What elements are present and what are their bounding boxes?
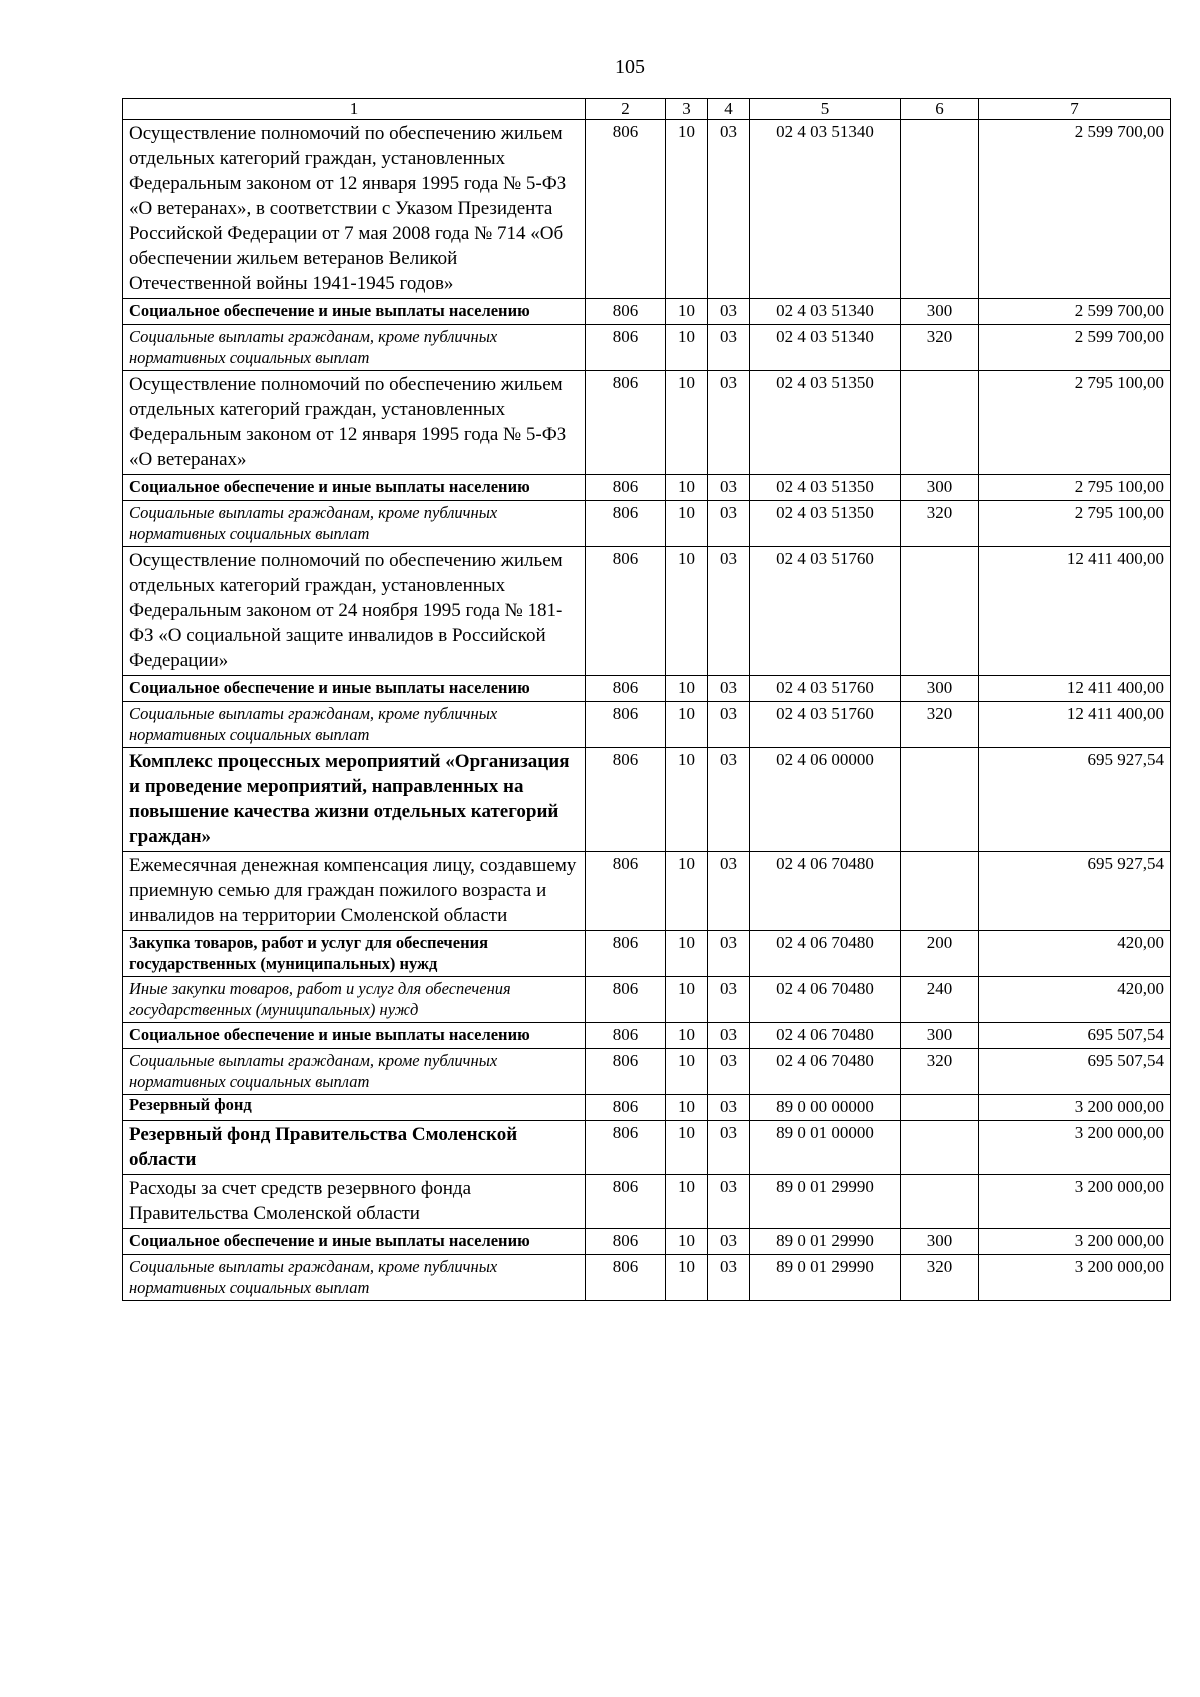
column-header-3: 3	[666, 99, 708, 120]
row-section: 10	[666, 931, 708, 977]
row-admin-code: 806	[586, 676, 666, 702]
column-header-1: 1	[123, 99, 586, 120]
row-subsection: 03	[708, 931, 750, 977]
row-expense-type: 300	[901, 1229, 979, 1255]
row-name: Социальные выплаты гражданам, кроме публичных нормативных социальных выплат	[123, 1049, 586, 1095]
row-admin-code: 806	[586, 748, 666, 852]
row-amount: 2 599 700,00	[979, 325, 1171, 371]
row-subsection: 03	[708, 1121, 750, 1175]
row-name: Социальное обеспечение и иные выплаты населению	[123, 1023, 586, 1049]
row-expense-type	[901, 1121, 979, 1175]
table-row	[123, 547, 1171, 676]
row-target-article: 02 4 06 70480	[750, 1049, 901, 1095]
row-expense-type: 320	[901, 1049, 979, 1095]
row-name: Комплекс процессных мероприятий «Организация и проведение мероприятий, направленных на повышение качества жизни отдельных категорий граждан»	[123, 748, 586, 852]
table-row	[123, 852, 1171, 931]
row-subsection: 03	[708, 702, 750, 748]
row-section: 10	[666, 702, 708, 748]
row-target-article: 02 4 03 51340	[750, 299, 901, 325]
row-name: Ежемесячная денежная компенсация лицу, создавшему приемную семью для граждан пожилого возраста и инвалидов на территории Смоленской области	[123, 852, 586, 931]
row-subsection: 03	[708, 1229, 750, 1255]
row-section: 10	[666, 748, 708, 852]
row-section: 10	[666, 120, 708, 299]
row-section: 10	[666, 676, 708, 702]
table-body	[123, 120, 1171, 1301]
row-admin-code: 806	[586, 1175, 666, 1229]
row-amount: 695 507,54	[979, 1023, 1171, 1049]
table-row	[123, 475, 1171, 501]
row-name: Осуществление полномочий по обеспечению жильем отдельных категорий граждан, установленных Федеральным законом от 12 января 1995 года № 5-ФЗ «О ветеранах», в соответствии с Указом Президента Российской Федерации от 7 мая 2008 года № 714 «Об обеспечении жильем ветеранов Великой Отечественной войны 1941-1945 годов»	[123, 120, 586, 299]
row-subsection: 03	[708, 852, 750, 931]
table-row	[123, 501, 1171, 547]
row-subsection: 03	[708, 1255, 750, 1301]
row-target-article: 02 4 03 51760	[750, 676, 901, 702]
table-row	[123, 371, 1171, 475]
row-name: Иные закупки товаров, работ и услуг для обеспечения государственных (муниципальных) нужд	[123, 977, 586, 1023]
row-expense-type: 320	[901, 325, 979, 371]
row-expense-type: 320	[901, 702, 979, 748]
row-expense-type: 300	[901, 475, 979, 501]
table-row	[123, 1229, 1171, 1255]
row-subsection: 03	[708, 501, 750, 547]
row-expense-type	[901, 120, 979, 299]
budget-table	[122, 98, 1171, 1301]
row-name: Социальное обеспечение и иные выплаты населению	[123, 676, 586, 702]
row-admin-code: 806	[586, 501, 666, 547]
row-subsection: 03	[708, 1175, 750, 1229]
row-expense-type	[901, 1175, 979, 1229]
row-amount: 12 411 400,00	[979, 547, 1171, 676]
row-subsection: 03	[708, 547, 750, 676]
page-number: 105	[615, 56, 645, 78]
row-target-article: 02 4 03 51350	[750, 475, 901, 501]
table-row	[123, 1095, 1171, 1121]
column-header-7: 7	[979, 99, 1171, 120]
row-subsection: 03	[708, 475, 750, 501]
row-target-article: 02 4 06 70480	[750, 1023, 901, 1049]
row-admin-code: 806	[586, 1229, 666, 1255]
row-admin-code: 806	[586, 1121, 666, 1175]
row-name: Социальные выплаты гражданам, кроме публичных нормативных социальных выплат	[123, 702, 586, 748]
row-target-article: 02 4 06 70480	[750, 852, 901, 931]
row-section: 10	[666, 1229, 708, 1255]
row-target-article: 89 0 01 29990	[750, 1175, 901, 1229]
row-amount: 695 927,54	[979, 852, 1171, 931]
row-target-article: 02 4 03 51350	[750, 371, 901, 475]
table-row	[123, 1255, 1171, 1301]
row-expense-type	[901, 1095, 979, 1121]
row-admin-code: 806	[586, 547, 666, 676]
row-amount: 3 200 000,00	[979, 1095, 1171, 1121]
row-expense-type	[901, 748, 979, 852]
row-section: 10	[666, 299, 708, 325]
row-amount: 3 200 000,00	[979, 1255, 1171, 1301]
row-target-article: 89 0 01 29990	[750, 1229, 901, 1255]
row-amount: 3 200 000,00	[979, 1175, 1171, 1229]
table-row	[123, 299, 1171, 325]
row-amount: 2 599 700,00	[979, 120, 1171, 299]
row-amount: 2 795 100,00	[979, 475, 1171, 501]
row-section: 10	[666, 1255, 708, 1301]
row-target-article: 02 4 03 51350	[750, 501, 901, 547]
row-amount: 3 200 000,00	[979, 1229, 1171, 1255]
row-admin-code: 806	[586, 120, 666, 299]
row-subsection: 03	[708, 371, 750, 475]
table-row	[123, 748, 1171, 852]
row-name: Осуществление полномочий по обеспечению жильем отдельных категорий граждан, установленных Федеральным законом от 24 ноября 1995 года № 181-ФЗ «О социальной защите инвалидов в Российской Федерации»	[123, 547, 586, 676]
column-header-6: 6	[901, 99, 979, 120]
row-section: 10	[666, 1175, 708, 1229]
row-expense-type: 320	[901, 1255, 979, 1301]
row-subsection: 03	[708, 299, 750, 325]
row-amount: 695 927,54	[979, 748, 1171, 852]
row-subsection: 03	[708, 977, 750, 1023]
row-target-article: 02 4 06 70480	[750, 931, 901, 977]
row-name: Расходы за счет средств резервного фонда Правительства Смоленской области	[123, 1175, 586, 1229]
table-row	[123, 1049, 1171, 1095]
row-section: 10	[666, 852, 708, 931]
column-header-2: 2	[586, 99, 666, 120]
row-admin-code: 806	[586, 931, 666, 977]
row-admin-code: 806	[586, 299, 666, 325]
row-expense-type: 200	[901, 931, 979, 977]
row-name: Социальное обеспечение и иные выплаты населению	[123, 1229, 586, 1255]
table-row	[123, 702, 1171, 748]
row-section: 10	[666, 1095, 708, 1121]
row-amount: 12 411 400,00	[979, 676, 1171, 702]
row-section: 10	[666, 1023, 708, 1049]
row-target-article: 02 4 03 51760	[750, 702, 901, 748]
table-row	[123, 1023, 1171, 1049]
row-target-article: 02 4 03 51760	[750, 547, 901, 676]
row-subsection: 03	[708, 120, 750, 299]
row-amount: 420,00	[979, 977, 1171, 1023]
row-admin-code: 806	[586, 325, 666, 371]
row-target-article: 02 4 03 51340	[750, 325, 901, 371]
row-amount: 2 795 100,00	[979, 371, 1171, 475]
table-row	[123, 325, 1171, 371]
row-expense-type: 300	[901, 299, 979, 325]
row-section: 10	[666, 547, 708, 676]
row-subsection: 03	[708, 325, 750, 371]
row-name: Закупка товаров, работ и услуг для обеспечения государственных (муниципальных) нужд	[123, 931, 586, 977]
row-section: 10	[666, 1121, 708, 1175]
row-expense-type	[901, 852, 979, 931]
table-row	[123, 977, 1171, 1023]
row-name: Осуществление полномочий по обеспечению жильем отдельных категорий граждан, установленных Федеральным законом от 12 января 1995 года № 5-ФЗ «О ветеранах»	[123, 371, 586, 475]
row-admin-code: 806	[586, 1049, 666, 1095]
row-target-article: 02 4 06 00000	[750, 748, 901, 852]
row-target-article: 89 0 00 00000	[750, 1095, 901, 1121]
row-expense-type: 240	[901, 977, 979, 1023]
row-admin-code: 806	[586, 371, 666, 475]
row-admin-code: 806	[586, 475, 666, 501]
table-row	[123, 676, 1171, 702]
row-subsection: 03	[708, 1095, 750, 1121]
row-subsection: 03	[708, 1023, 750, 1049]
row-amount: 695 507,54	[979, 1049, 1171, 1095]
row-expense-type: 300	[901, 676, 979, 702]
row-amount: 2 599 700,00	[979, 299, 1171, 325]
table-row	[123, 931, 1171, 977]
row-target-article: 02 4 03 51340	[750, 120, 901, 299]
row-section: 10	[666, 1049, 708, 1095]
row-amount: 420,00	[979, 931, 1171, 977]
header-row	[123, 99, 1171, 120]
row-name: Социальное обеспечение и иные выплаты населению	[123, 475, 586, 501]
row-subsection: 03	[708, 1049, 750, 1095]
row-subsection: 03	[708, 676, 750, 702]
row-section: 10	[666, 977, 708, 1023]
row-amount: 3 200 000,00	[979, 1121, 1171, 1175]
row-subsection: 03	[708, 748, 750, 852]
row-expense-type	[901, 371, 979, 475]
row-admin-code: 806	[586, 1255, 666, 1301]
row-admin-code: 806	[586, 1095, 666, 1121]
column-header-5: 5	[750, 99, 901, 120]
row-name: Социальное обеспечение и иные выплаты населению	[123, 299, 586, 325]
row-target-article: 89 0 01 29990	[750, 1255, 901, 1301]
column-header-4: 4	[708, 99, 750, 120]
row-admin-code: 806	[586, 977, 666, 1023]
row-expense-type: 300	[901, 1023, 979, 1049]
row-expense-type: 320	[901, 501, 979, 547]
row-name: Резервный фонд Правительства Смоленской области	[123, 1121, 586, 1175]
row-section: 10	[666, 325, 708, 371]
row-admin-code: 806	[586, 1023, 666, 1049]
row-name: Социальные выплаты гражданам, кроме публичных нормативных социальных выплат	[123, 1255, 586, 1301]
row-name: Социальные выплаты гражданам, кроме публичных нормативных социальных выплат	[123, 501, 586, 547]
table-row	[123, 120, 1171, 299]
row-section: 10	[666, 501, 708, 547]
row-section: 10	[666, 475, 708, 501]
row-name: Резервный фонд	[123, 1095, 586, 1121]
row-section: 10	[666, 371, 708, 475]
row-admin-code: 806	[586, 852, 666, 931]
table-row	[123, 1175, 1171, 1229]
row-name: Социальные выплаты гражданам, кроме публичных нормативных социальных выплат	[123, 325, 586, 371]
table-row	[123, 1121, 1171, 1175]
row-admin-code: 806	[586, 702, 666, 748]
row-target-article: 89 0 01 00000	[750, 1121, 901, 1175]
row-target-article: 02 4 06 70480	[750, 977, 901, 1023]
row-amount: 2 795 100,00	[979, 501, 1171, 547]
row-expense-type	[901, 547, 979, 676]
row-amount: 12 411 400,00	[979, 702, 1171, 748]
